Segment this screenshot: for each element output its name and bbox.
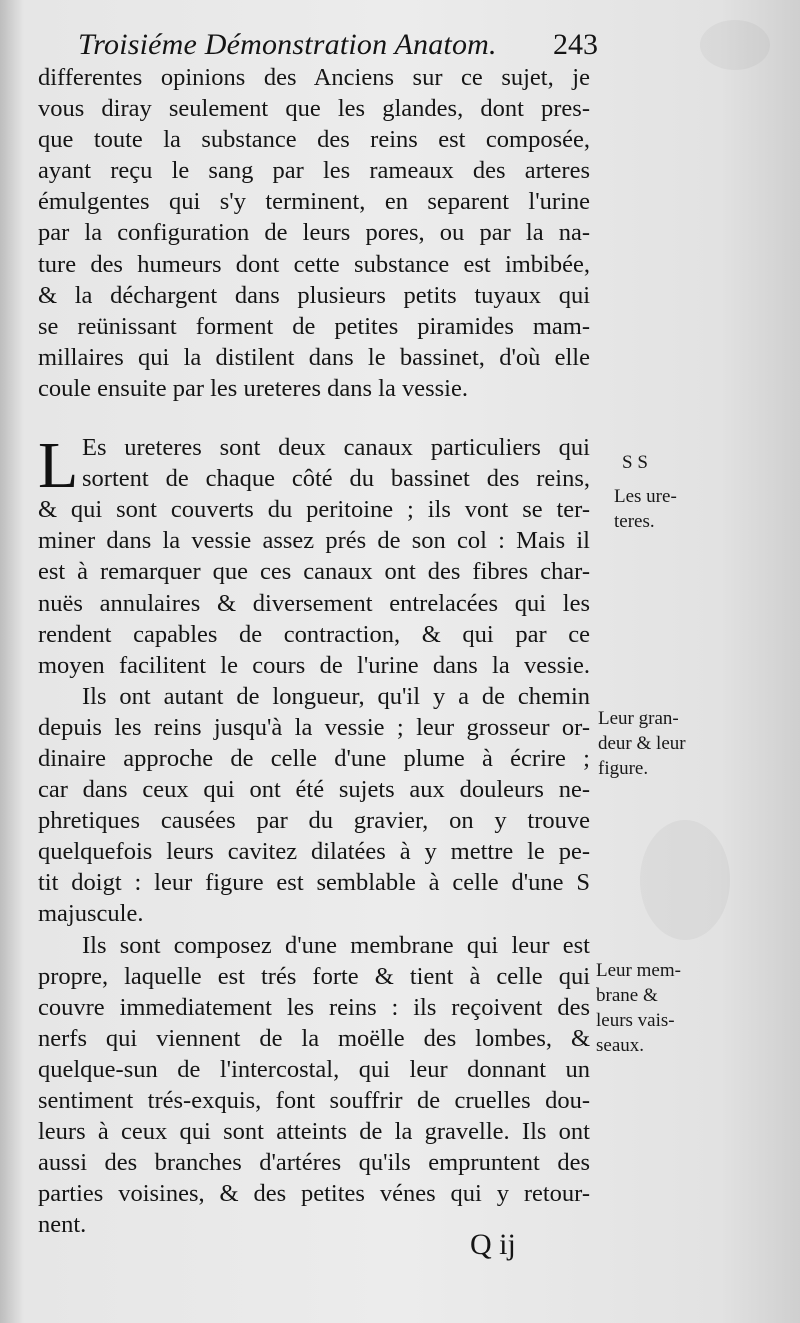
margin-note-line: brane & <box>596 985 658 1006</box>
text-line: differentes opinions des Anciens sur ce sujet, je <box>38 64 590 91</box>
margin-note <box>598 706 686 781</box>
text-line: quelque-sun de l'intercostal, qui leur donnant un <box>38 1055 590 1083</box>
paper-stain <box>700 20 770 70</box>
paragraph-gap <box>38 404 590 432</box>
text-line: nerfs qui viennent de la moëlle des lombes, & <box>38 1024 590 1052</box>
text-line: tit doigt : leur figure est semblable à celle d'une S <box>38 869 590 897</box>
text-line: phretiques causées par du gravier, on y trouve <box>38 807 590 835</box>
margin-note-line: leurs vais- <box>596 1010 675 1031</box>
margin-note-line: S S <box>622 452 648 473</box>
margin-note-line: Leur mem- <box>596 960 681 981</box>
margin-note <box>596 958 681 1058</box>
text-line: coule ensuite par les ureteres dans la vessie. <box>38 374 468 402</box>
text-line: parties voisines, & des petites vénes qui y retour- <box>38 1180 590 1208</box>
text-line: moyen facilitent le cours de l'urine dans la vessie. <box>38 651 590 679</box>
text-line: & qui sont couverts du peritoine ; ils vont se ter- <box>38 496 590 524</box>
text-line: nent. <box>38 1211 87 1239</box>
text-line: car dans ceux qui ont été sujets aux douleurs ne- <box>38 776 590 804</box>
page-number: 243 <box>553 28 598 61</box>
text-line: est à remarquer que ces canaux ont des fibres char- <box>38 558 590 586</box>
text-line: ayant reçu le sang par les rameaux des arteres <box>38 157 590 185</box>
text-line: couvre immediatement les reins : ils reçoivent des <box>38 993 590 1021</box>
paragraph <box>38 429 590 681</box>
paper-stain <box>640 820 730 940</box>
paragraph <box>38 681 590 930</box>
signature-mark: Q ij <box>470 1228 516 1261</box>
text-line: que toute la substance des reins est composée, <box>38 126 590 154</box>
running-title: Troisiéme Démonstration Anatom. <box>78 28 497 61</box>
main-text <box>38 62 590 1240</box>
margin-note-line: Les ure- <box>614 486 677 507</box>
margin-note-line: teres. <box>614 511 655 532</box>
paragraph <box>38 62 590 404</box>
text-line: majuscule. <box>38 900 144 928</box>
text-line: & la déchargent dans plusieurs petits tuyaux qui <box>38 281 590 309</box>
margin-note <box>614 484 677 534</box>
text-line: ture des humeurs dont cette substance est imbibée, <box>38 250 590 278</box>
paragraph <box>38 930 590 1241</box>
text-line: dinaire approche de celle d'une plume à écrire ; <box>38 744 590 772</box>
margin-note <box>622 450 648 475</box>
margin-note-line: deur & leur <box>598 733 686 754</box>
text-line: vous diray seulement que les glandes, dont pres- <box>38 95 590 123</box>
text-line: millaires qui la distilent dans le bassinet, d'où elle <box>38 343 590 371</box>
text-line: miner dans la vessie assez prés de son col : Mais il <box>38 527 590 555</box>
text-line: émulgentes qui s'y terminent, en separent l'urine <box>38 188 590 216</box>
text-line: par la configuration de leurs pores, ou par la na- <box>38 219 590 247</box>
text-line: aussi des branches d'artéres qu'ils empruntent des <box>38 1149 590 1177</box>
text-line: depuis les reins jusqu'à la vessie ; leur grosseur or- <box>38 713 590 741</box>
drop-cap: L <box>38 429 79 503</box>
text-line: sentiment trés-exquis, font souffrir de cruelles dou- <box>38 1087 590 1114</box>
text-line: sortent de chaque côté du bassinet des reins, <box>82 465 590 493</box>
text-line: Ils ont autant de longueur, qu'il y a de chemin <box>82 682 590 710</box>
text-line: leurs à ceux qui sont atteints de la gravelle. Ils ont <box>38 1118 590 1146</box>
text-line: Ils sont composez d'une membrane qui leur est <box>82 931 590 959</box>
margin-note-line: figure. <box>598 758 649 779</box>
margin-note-line: Leur gran- <box>598 708 679 729</box>
text-line: rendent capables de contraction, & qui par ce <box>38 620 590 648</box>
text-line: quelquefois leurs cavitez dilatées à y mettre le pe- <box>38 838 590 866</box>
text-line: propre, laquelle est trés forte & tient à celle qui <box>38 962 590 990</box>
text-line: Es ureteres sont deux canaux particuliers qui <box>82 434 590 462</box>
text-line: se reünissant forment de petites piramides mam- <box>38 312 590 340</box>
text-line: nuës annulaires & diversement entrelacées qui les <box>38 589 590 617</box>
margin-note-line: seaux. <box>596 1035 645 1056</box>
